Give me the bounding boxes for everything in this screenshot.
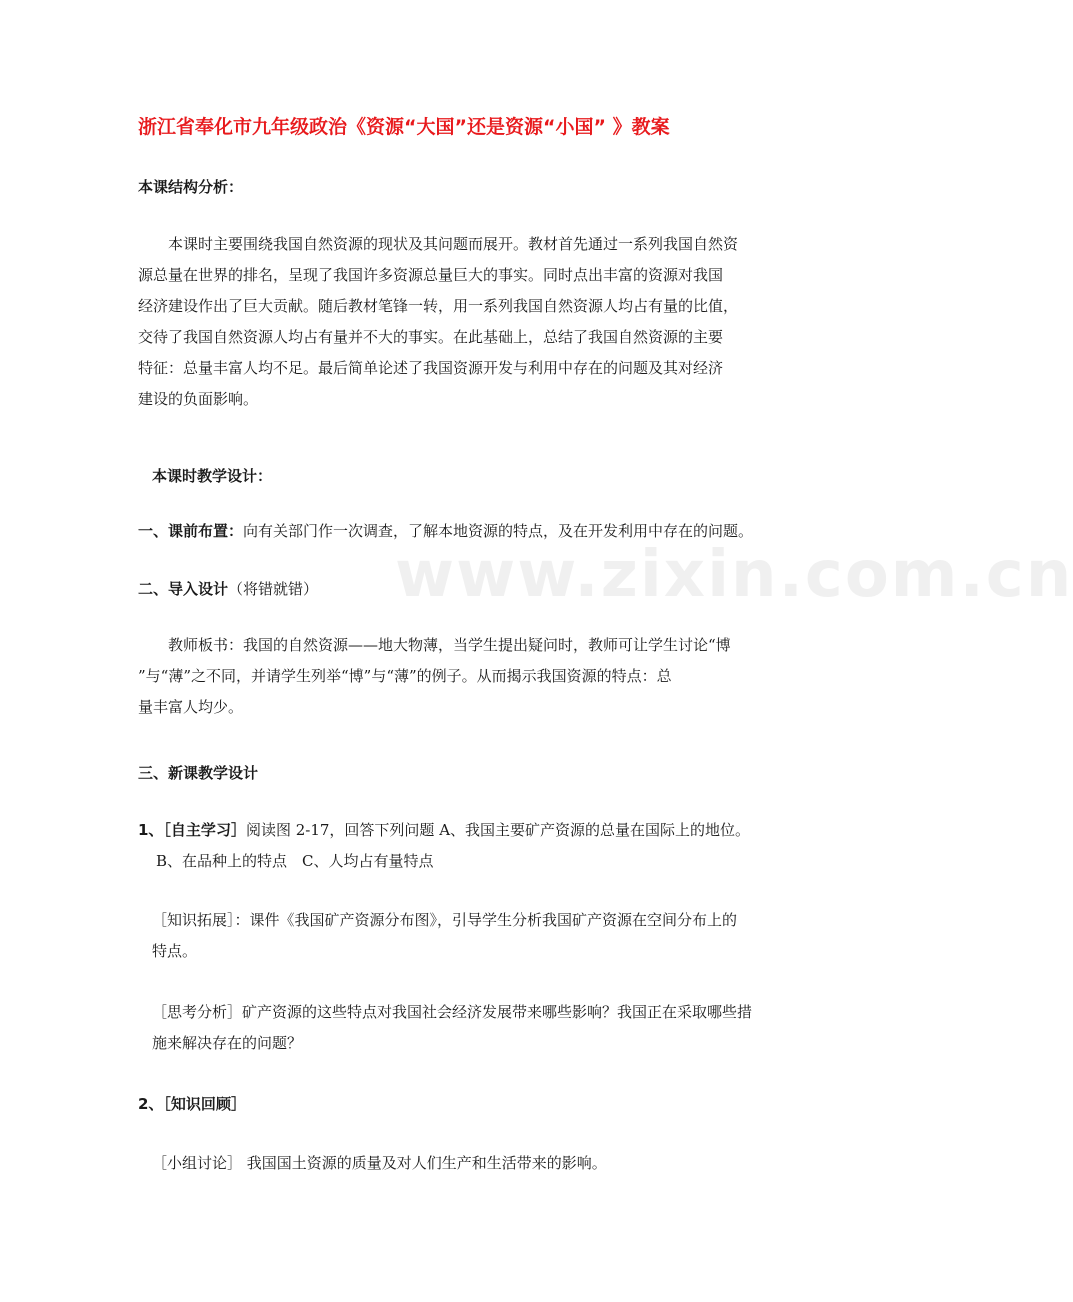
section1-text: 向有关部门作一次调查，了解本地资源的特点，及在开发利用中存在的问题。 — [243, 522, 754, 540]
section2-heading: 二、导入设计 — [138, 580, 229, 598]
paragraph-line: 本课时主要围绕我国自然资源的现状及其问题而展开。教材首先通过一系列我国自然资 — [168, 235, 739, 253]
paragraph-line: 交待了我国自然资源人均占有量并不大的事实。在此基础上，总结了我国自然资源的主要 — [138, 328, 724, 346]
structure-paragraph — [138, 229, 788, 415]
item2-label: 2、［知识回顾］ — [138, 1095, 246, 1113]
knowledge-expand — [152, 905, 792, 967]
item1-first-line — [138, 815, 788, 846]
paragraph-line: ［思考分析］矿产资源的这些特点对我国社会经济发展带来哪些影响？我国正在采取哪些措 — [152, 1003, 753, 1021]
paragraph-line: 施来解决存在的问题？ — [152, 1034, 303, 1052]
structure-heading: 本课结构分析： — [138, 178, 244, 196]
paragraph-line: 源总量在世界的排名，呈现了我国许多资源总量巨大的事实。同时点出丰富的资源对我国 — [138, 266, 724, 284]
section2-note: （将错就错） — [228, 580, 319, 598]
paragraph-line: 教师板书：我国的自然资源——地大物薄，当学生提出疑问时，教师可让学生讨论“博 — [168, 636, 731, 654]
paragraph-line: 量丰富人均少。 — [138, 698, 244, 716]
paragraph-line: 经济建设作出了巨大贡献。随后教材笔锋一转，用一系列我国自然资源人均占有量的比值， — [138, 297, 739, 315]
paragraph-line: ”与“薄”之不同，并请学生列举“博”与“薄”的例子。从而揭示我国资源的特点：总 — [138, 667, 672, 685]
group-discussion: ［小组讨论］ 我国国土资源的质量及对人们生产和生活带来的影响。 — [152, 1154, 607, 1172]
document-title: 浙江省奉化市九年级政治《资源“大国”还是资源“小国” 》教案 — [138, 116, 670, 138]
design-heading: 本课时教学设计： — [152, 467, 273, 485]
section3-heading: 三、新课教学设计 — [138, 764, 259, 782]
paragraph-line: 建设的负面影响。 — [138, 390, 259, 408]
watermark: www.zixin.com.cn — [395, 538, 1073, 612]
paragraph-line: 特征：总量丰富人均不足。最后简单论述了我国资源开发与利用中存在的问题及其对经济 — [138, 359, 724, 377]
section1 — [138, 516, 788, 547]
item1 — [138, 815, 788, 877]
section2-title — [138, 574, 788, 605]
item1-text: 阅读图 2-17，回答下列问题 A、我国主要矿产资源的总量在国际上的地位。 — [245, 821, 751, 839]
paragraph-line: 特点。 — [152, 942, 198, 960]
item1-second-line: B、在品种上的特点 C、人均占有量特点 — [156, 852, 434, 870]
think-analysis — [152, 997, 792, 1059]
section1-heading: 一、课前布置： — [138, 522, 244, 540]
paragraph-line: ［知识拓展］：课件《我国矿产资源分布图》，引导学生分析我国矿产资源在空间分布上的 — [152, 911, 738, 929]
section2-paragraph — [138, 630, 788, 723]
item1-label: 1、［自主学习］ — [138, 821, 246, 839]
